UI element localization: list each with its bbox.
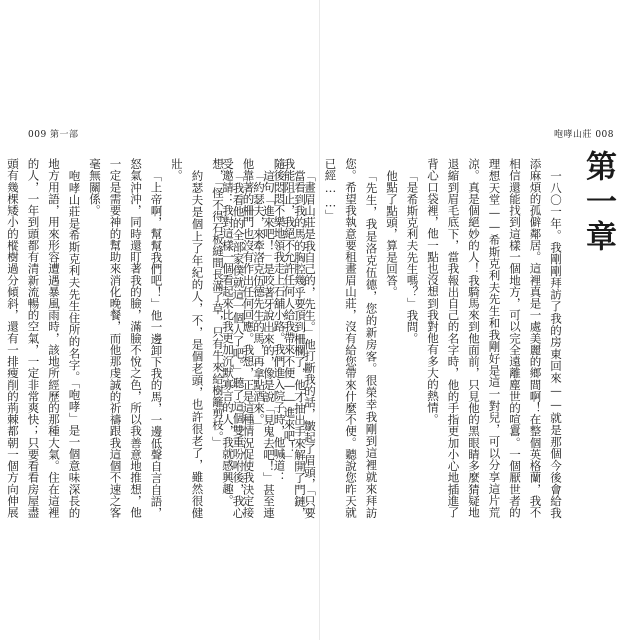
paragraph: 當看到我的馬的胸腔幾乎要頂到柵欄了，他才抽出手來解開了門鏈，隨後悶悶不樂地領我走上石舖小路。我們進入院子時，他喊道： <box>272 158 307 518</box>
right-page-header: 咆哮山莊 008 <box>553 130 614 140</box>
paragraph: 「畫眉山莊是我自己的，先生。」他打斷我的話，皺起了眉頭，「只要我能阻止，我絕不允許任何人給我帶來不便——進來吧！」 <box>282 158 317 518</box>
paragraph: 「上帝啊，幫幫我們吧！」他一邊卸下我的馬，一邊低聲自言自語，怒氣沖沖，同時還盯著我的臉，滿臉不悅之色，所以我善意地推想，他一定是需要神的幫助來消化晚餐，而他那虔誠的祈禱跟我這個不速之客毫無關係。 <box>88 158 164 518</box>
paragraph: 「約瑟夫，來牽洛克伍德先生的馬，再拿點酒來。」 <box>252 169 266 431</box>
paragraph: 一八〇一年。我剛剛拜訪了我的房東回來——就是那個今後會給我添麻煩的孤僻鄰居。這裡真是一處美麗的鄉間啊！在整個英格蘭，我不相信還能找到這樣一個地方，可以完全遠離塵世的喧囂。一個厭世者的理想天堂——希斯克利夫先生和我剛好是這一對兒，可以分享這片荒涼。真是個絕妙的人！我騎馬來到他面前，只見他的黑眼睛多麼猜疑地退縮到眉毛底下，當我報出自己的名字時，他的手指更加小心地插進了背心口袋裡，他一點也沒想到我對他有多大的熱情。 <box>426 158 563 518</box>
paragraph: 約瑟夫是個上了年紀的人，不，是個老頭，也許很老了，雖然很健壯。 <box>170 158 205 518</box>
paragraph: 「先生，我是洛克伍德，您的新房客。很榮幸我剛到這裡就來拜訪您。希望我執意要租畫眉山莊，沒有給您帶來什麼不便。聽說您昨天就已經……」 <box>323 158 379 518</box>
paragraph: 這句「進來吧！」是咬著牙說出來的，像是說「見鬼去吧！」甚至連他靠著的柵門也沒有作出任何回應。我想，正是這種情況促使我決定接受邀請：我對這樣一個看起來比我更加沉默寡言的人，我就感興趣。 <box>221 158 276 518</box>
paragraph: 他點了點頭，算是回答。 <box>385 169 399 298</box>
paragraph: 「是希斯克利夫先生嗎？」我問。 <box>405 169 420 344</box>
paragraph: 咆哮山莊是希斯克利夫先生住所的名字。「咆哮」是一個意味深長的地方用語，用來形容遭遇暴風雨時，該地所經歷的那種大氣。住在這裡的人，一年到頭都有清新流暢的空氣，一定非常爽快；只要看看房屋盡頭有幾棵矮小的樅樹過分傾斜，還有一排瘦削的荊棘都朝一個方向伸展 <box>6 158 82 518</box>
chapter-title: 第一章 <box>580 150 616 255</box>
left-page-header: 009 第一部 <box>28 130 79 140</box>
paragraph: 「我看他的全部家僕就這一個人了吧。」聽了這個雙重吩咐後，我心想，「怪不得石板縫間長滿了草，只有牛來給樹籬剪枝。」 <box>211 158 246 518</box>
